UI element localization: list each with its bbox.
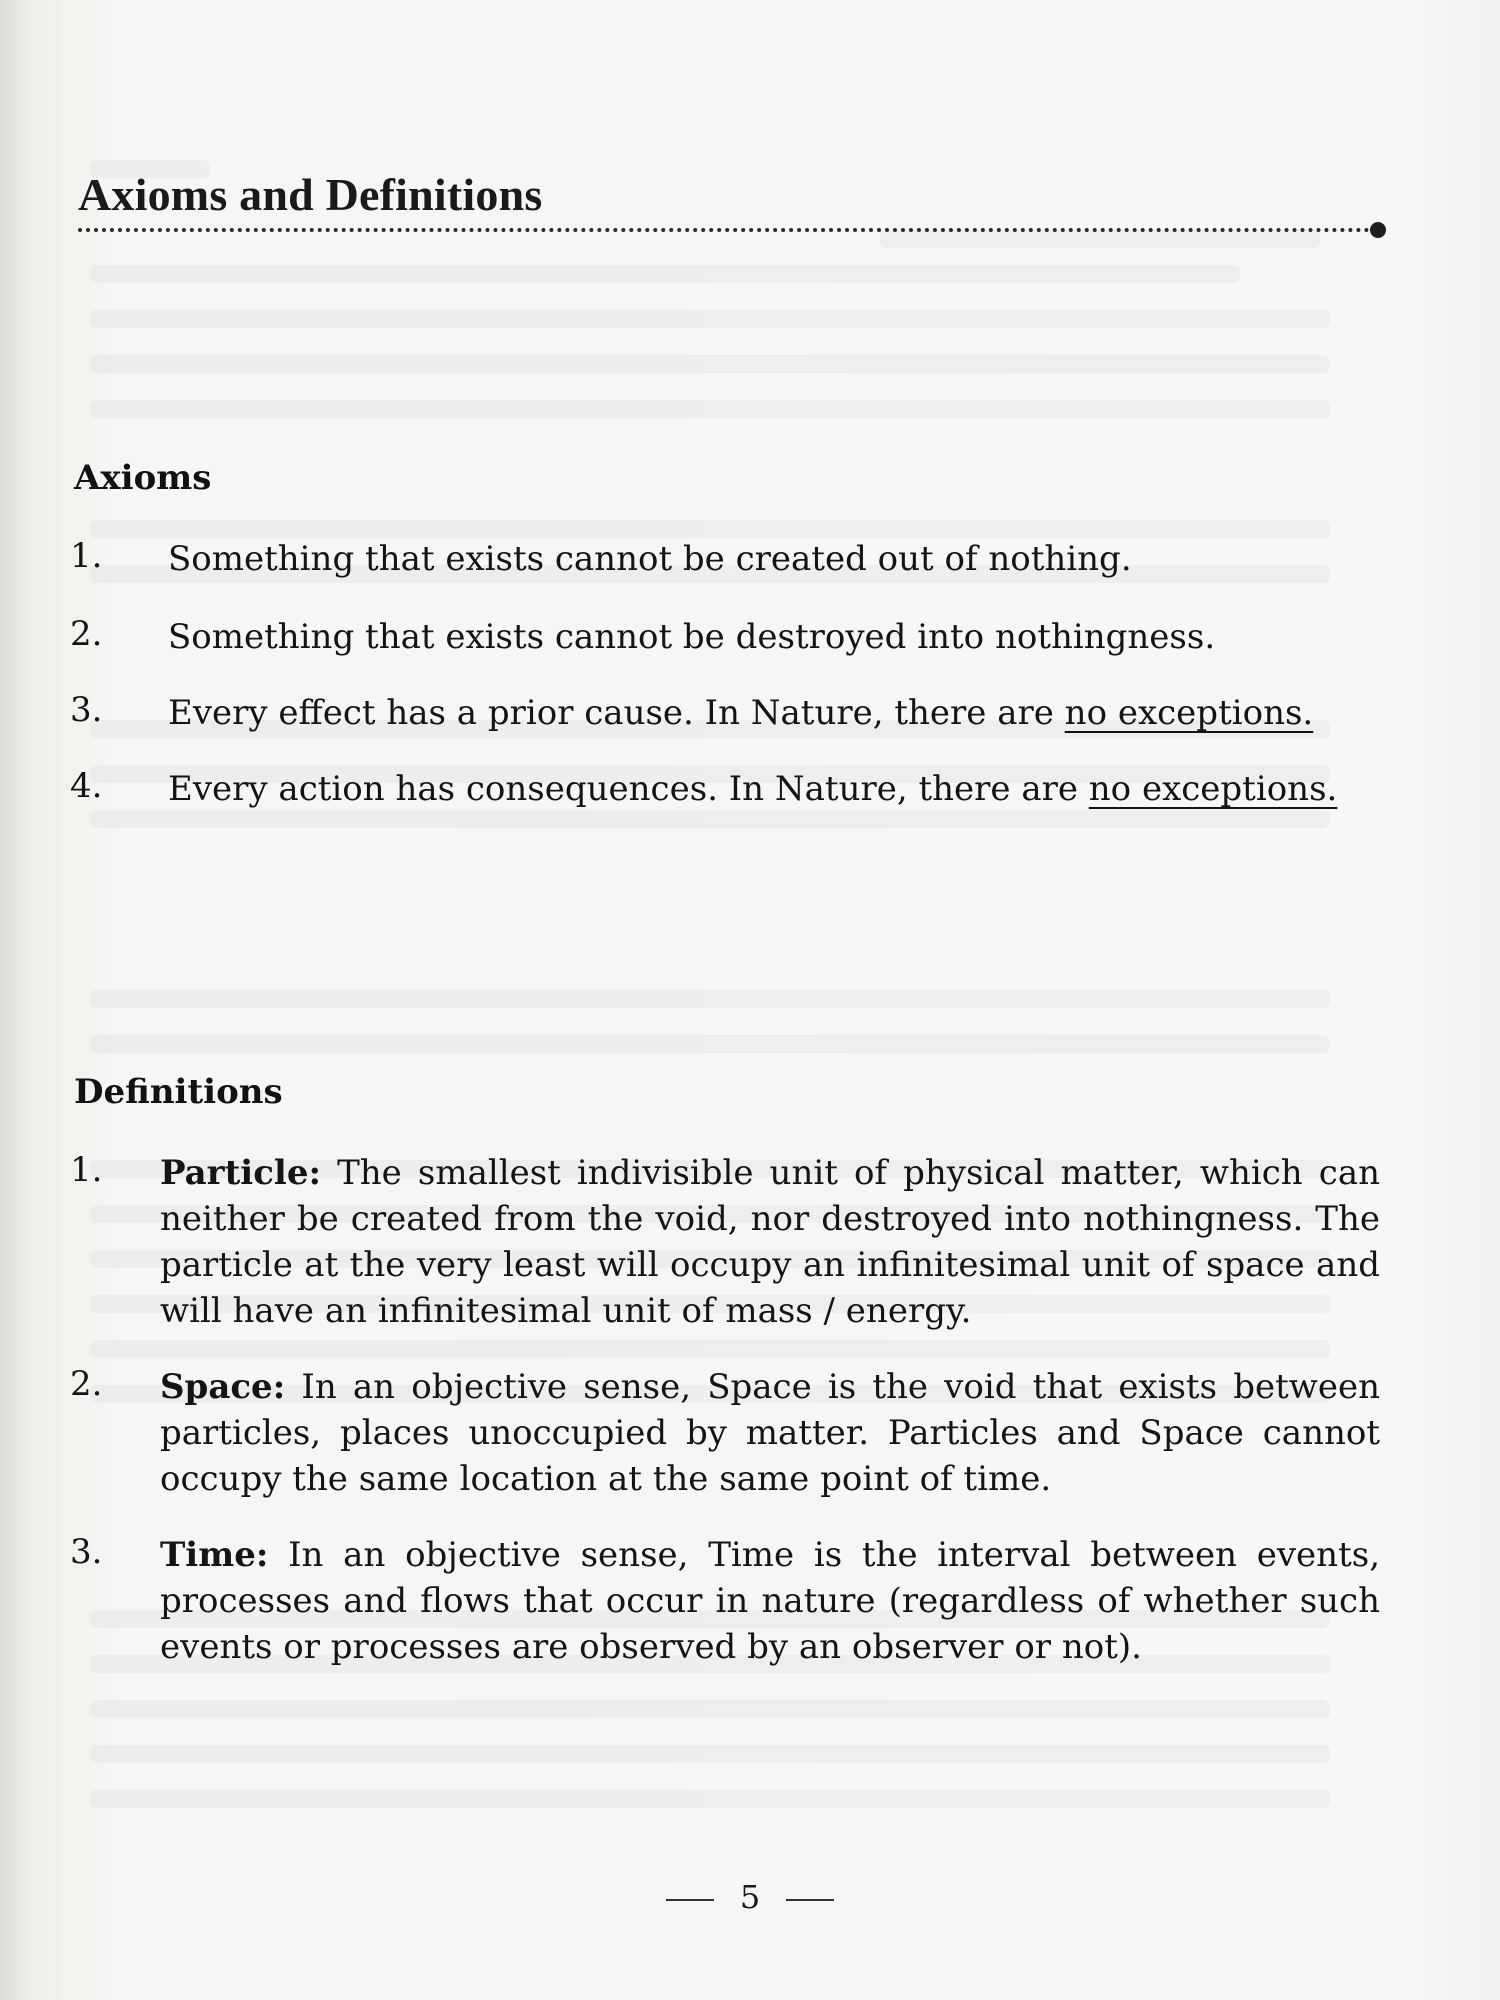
definition-number: 2. [70,1364,103,1404]
axiom-text: Something that exists cannot be destroyed into nothingness. [168,617,1216,657]
definition-item [70,1150,1380,1334]
page-title: Axioms and Definitions [78,169,543,220]
definition-number: 3. [70,1532,103,1572]
page-number-footer [0,1878,1500,1916]
left-dash [666,1899,714,1901]
axiom-item [70,766,1380,812]
axioms-heading: Axioms [74,458,212,498]
definitions-heading: Definitions [74,1072,283,1112]
definition-term: Space: [160,1367,286,1407]
axiom-number: 4. [70,766,103,806]
axiom-item [70,536,1380,582]
page-number: 5 [739,1878,761,1916]
axiom-item [70,614,1380,660]
right-dash [786,1899,834,1901]
definition-number: 1. [70,1150,103,1190]
axiom-text: Every effect has a prior cause. In Nature, there are no exceptions. [168,693,1314,733]
title-rule-end-dot [1370,222,1386,238]
definitions-list [70,1150,1380,1670]
definition-term: Particle: [160,1153,322,1193]
dotted-title-rule [78,228,1370,232]
axiom-text: Something that exists cannot be created out of nothing. [168,539,1132,579]
axiom-number: 3. [70,690,103,730]
axiom-number: 2. [70,614,103,654]
definition-text: Space: In an objective sense, Space is the void that exists between particles, places unoccupied by matter. Particles and Space cannot occupy the same location at the same point of time. [160,1367,1380,1499]
axiom-number: 1. [70,536,103,576]
axioms-list [70,536,1380,812]
emphasis-underline: no exceptions. [1064,693,1314,733]
definition-text: Particle: The smallest indivisible unit of physical matter, which can neither be created from the void, nor destroyed into nothingness. The particle at the very least will occupy an infinitesimal unit of space and will have an infinitesimal unit of mass / energy. [160,1153,1380,1331]
axiom-text: Every action has consequences. In Nature, there are no exceptions. [168,769,1338,809]
definition-term: Time: [160,1535,269,1575]
chapter-header [78,168,1390,221]
definition-item [70,1532,1380,1670]
definition-text: Time: In an objective sense, Time is the interval between events, processes and flows that occur in nature (regardless of whether such events or processes are observed by an observer or not). [160,1535,1380,1667]
axiom-item [70,690,1380,736]
emphasis-underline: no exceptions. [1088,769,1338,809]
definition-item [70,1364,1380,1502]
